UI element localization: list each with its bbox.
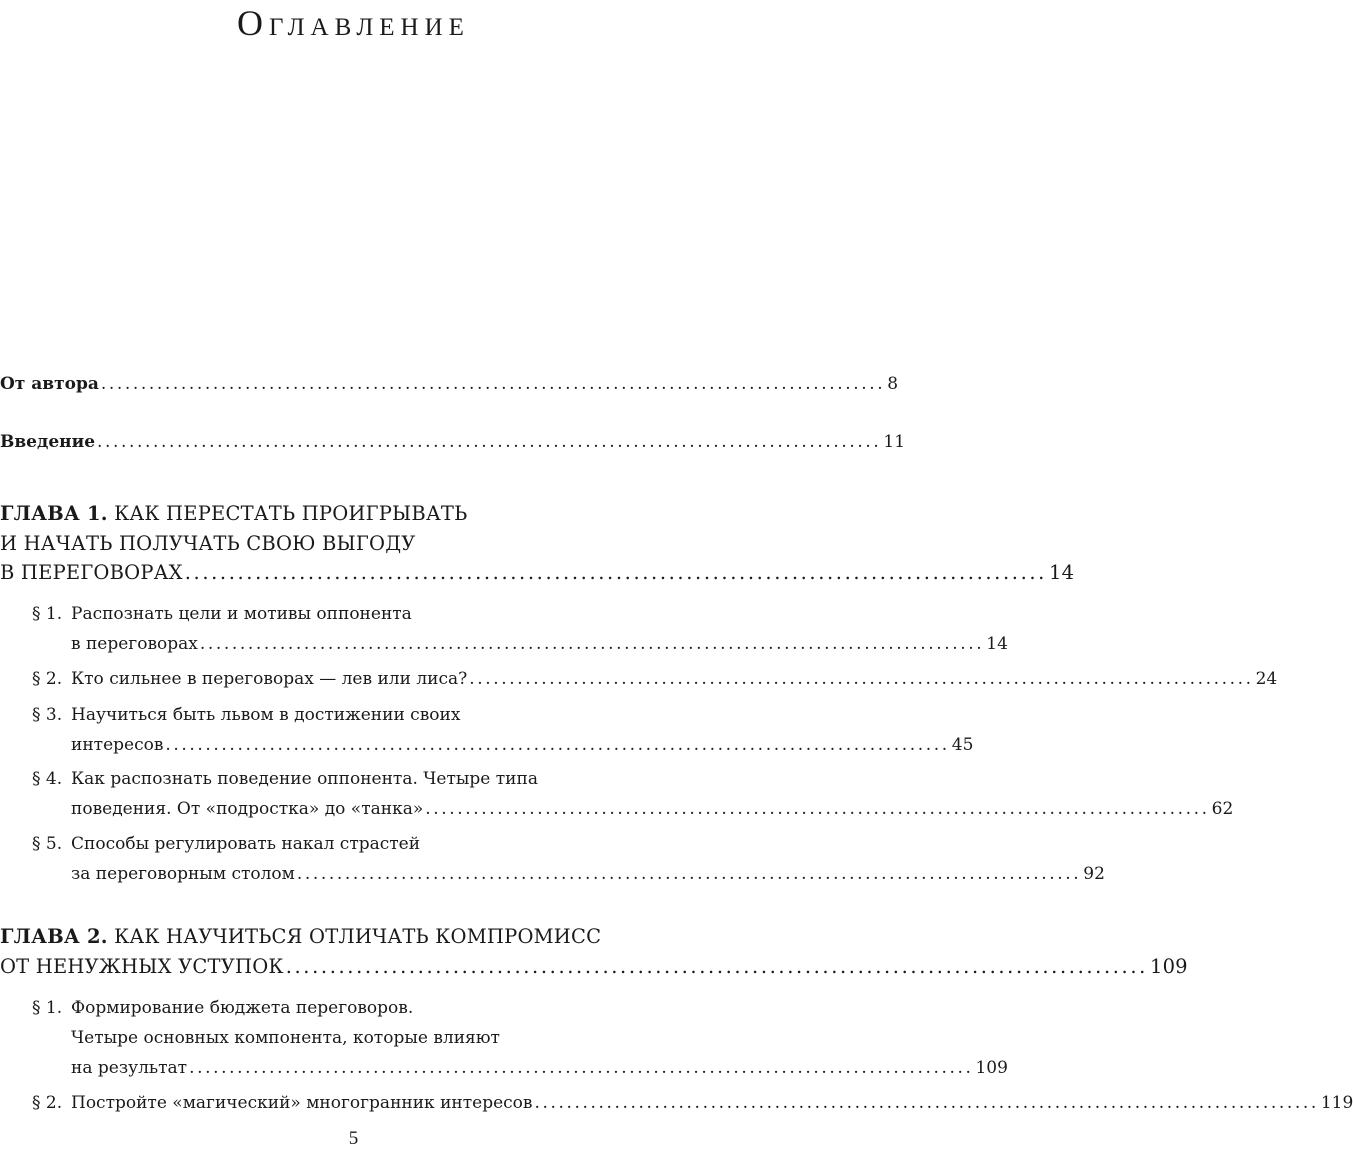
section-1-1-continuation[interactable]: [71, 632, 1008, 656]
section-title-line: Постройте «магический» многогранник интересов: [71, 1093, 533, 1113]
section-2-1-line-2: Четыре основных компонента, которые влияют: [71, 1028, 500, 1048]
toc-page-number: 109: [975, 1058, 1008, 1078]
toc-page-number: 45: [951, 735, 974, 755]
section-title-line: Кто сильнее в переговорах — лев или лиса?: [71, 669, 468, 689]
toc-entry-label: От автора: [0, 374, 99, 394]
toc-page-number: 109: [1149, 955, 1188, 978]
section-title-line: Как распознать поведение оппонента. Четыре типа: [71, 769, 538, 789]
toc-page-number: 14: [1048, 561, 1075, 584]
leader-dots: ..................................................................................................: [100, 374, 886, 394]
chapter-2-heading[interactable]: [0, 925, 706, 949]
section-title-line: Распознать цели и мотивы оппонента: [71, 604, 412, 624]
chapter-title-line: КАК ПЕРЕСТАТЬ ПРОИГРЫВАТЬ: [114, 502, 468, 525]
toc-page-number: 119: [1320, 1093, 1353, 1113]
section-number: § 2.: [32, 669, 63, 689]
section-title-line: за переговорным столом: [71, 864, 295, 884]
leader-dots: ..................................................................................................: [189, 1058, 974, 1078]
section-number: § 2.: [32, 1093, 63, 1113]
section-title-line: на результат: [71, 1058, 188, 1078]
section-1-3[interactable]: [32, 703, 706, 727]
toc-entry-author[interactable]: [0, 372, 899, 396]
section-title-line: Научиться быть львом в достижении своих: [71, 705, 461, 725]
section-number: § 5.: [32, 834, 63, 854]
chapter-title-line: В ПЕРЕГОВОРАХ: [0, 561, 183, 584]
toc-page-number: 14: [986, 634, 1008, 654]
toc-page-number: 92: [1083, 864, 1105, 884]
section-1-3-continuation[interactable]: [71, 733, 974, 757]
leader-dots: ..................................................................................................: [469, 669, 1254, 689]
chapter-1-heading[interactable]: [0, 502, 706, 526]
section-title-line: в переговорах: [71, 634, 198, 654]
leader-dots: ..................................................................................................: [425, 799, 1210, 819]
toc-page-number: 8: [887, 374, 899, 394]
leader-dots: ..................................................................................................: [296, 864, 1082, 884]
section-title-line: Способы регулировать накал страстей: [71, 834, 421, 854]
toc-entry-intro[interactable]: [0, 430, 906, 454]
section-number: § 4.: [32, 769, 63, 789]
section-2-1[interactable]: [32, 996, 706, 1020]
section-number: § 1.: [32, 998, 63, 1018]
section-2-1-continuation[interactable]: [71, 1056, 1008, 1080]
toc-page-number: 11: [883, 432, 906, 452]
chapter-2-title-line-2[interactable]: [0, 955, 1188, 979]
chapter-1-title-line-2: И НАЧАТЬ ПОЛУЧАТЬ СВОЮ ВЫГОДУ: [0, 532, 416, 555]
chapter-title-line: ОТ НЕНУЖНЫХ УСТУПОК: [0, 955, 284, 978]
section-1-5[interactable]: [32, 832, 706, 856]
section-1-4[interactable]: [32, 767, 706, 791]
toc-entry-label: Введение: [0, 432, 96, 452]
section-1-5-continuation[interactable]: [71, 862, 1105, 886]
chapter-title-line: КАК НАУЧИТЬСЯ ОТЛИЧАТЬ КОМПРОМИСС: [114, 925, 602, 948]
leader-dots: ..................................................................................................: [199, 634, 985, 654]
section-2-2[interactable]: [32, 1091, 1353, 1115]
leader-dots: ..................................................................................................: [534, 1093, 1319, 1113]
page-title: Оглавление: [237, 3, 470, 43]
section-number: § 3.: [32, 705, 63, 725]
leader-dots: ..................................................................................................: [165, 735, 950, 755]
section-1-2[interactable]: [32, 667, 1278, 691]
section-title-line: интересов: [71, 735, 164, 755]
page-number-folio: 5: [348, 1128, 359, 1149]
toc-page-number: 24: [1255, 669, 1278, 689]
section-title-line: Формирование бюджета переговоров.: [71, 998, 414, 1018]
chapter-prefix: ГЛАВА 1.: [0, 502, 108, 525]
chapter-prefix: ГЛАВА 2.: [0, 925, 108, 948]
section-number: § 1.: [32, 604, 63, 624]
leader-dots: ..................................................................................................: [97, 432, 882, 452]
leader-dots: ..................................................................................................: [184, 561, 1047, 584]
chapter-1-title-line-3[interactable]: [0, 561, 1075, 585]
section-1-4-continuation[interactable]: [71, 797, 1234, 821]
leader-dots: ..................................................................................................: [285, 955, 1148, 978]
section-1-1[interactable]: [32, 602, 706, 626]
toc-page-number: 62: [1211, 799, 1234, 819]
section-title-line: поведения. От «подростка» до «танка»: [71, 799, 424, 819]
